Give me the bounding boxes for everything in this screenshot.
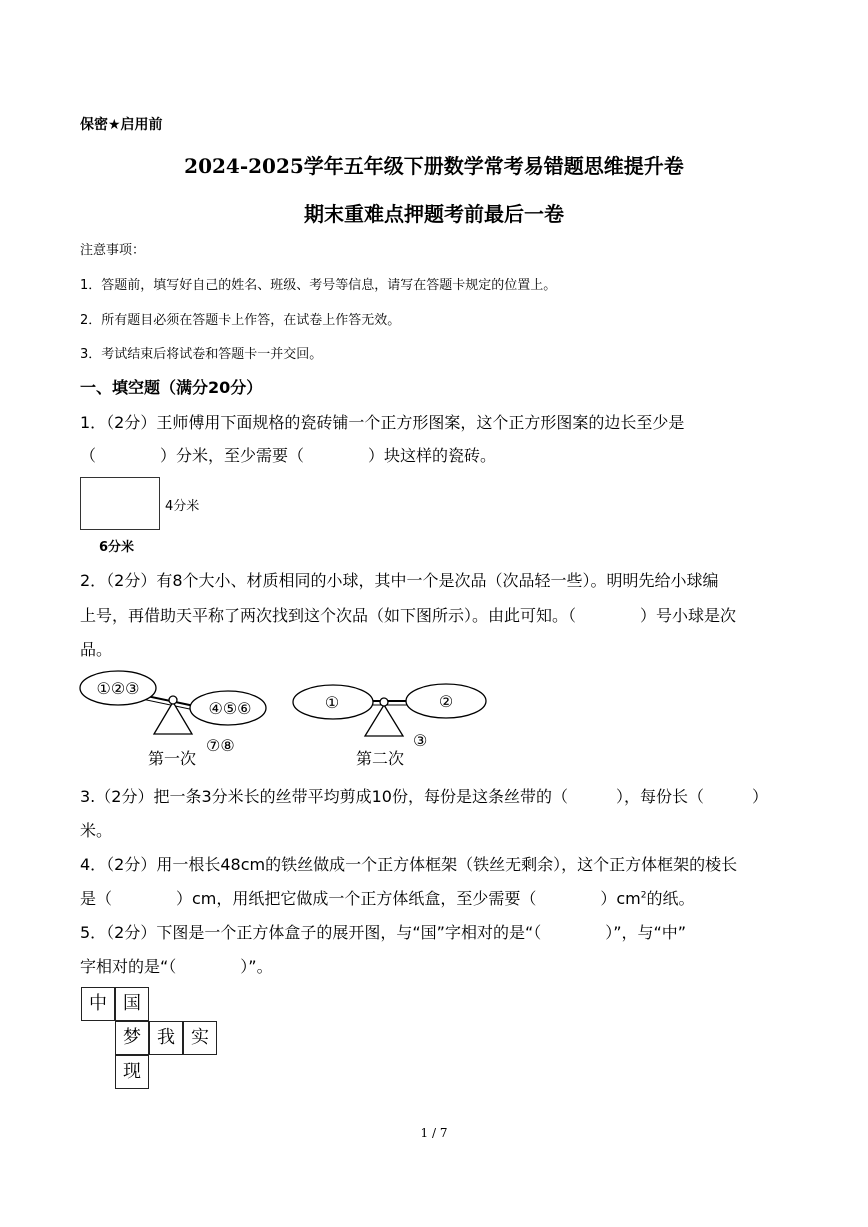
tile-rectangle bbox=[80, 477, 160, 530]
pan-right-label: ④⑤⑥ bbox=[208, 699, 252, 718]
net-cell-xian: 现 bbox=[115, 1055, 149, 1089]
question-5-text: 5．（2分）下图是一个正方体盒子的展开图，与“国”字相对的是“（ ）”，与“中” bbox=[80, 923, 687, 942]
balance-second bbox=[293, 684, 486, 768]
tile-height-label: 4分米 bbox=[165, 499, 200, 514]
net-cell-zhong: 中 bbox=[81, 987, 115, 1021]
confidential-label: 保密★启用前 bbox=[80, 117, 163, 133]
balance-diagram bbox=[78, 668, 498, 768]
question-4-text-part: 是（ ）cm，用纸把它做成一个正方体纸盒，至少需要（ ）cm bbox=[80, 889, 641, 908]
question-3-text: 3.（2分）把一条3分米长的丝带平均剪成10份，每份是这条丝带的（ ），每份长（ ） bbox=[80, 787, 768, 806]
remaining-balls: ⑦⑧ bbox=[206, 736, 235, 755]
net-cell-wo: 我 bbox=[149, 1021, 183, 1055]
exam-subtitle: 期末重难点押题考前最后一卷 bbox=[304, 202, 564, 226]
notice-heading: 注意事项： bbox=[80, 243, 146, 258]
question-2-text: 2．（2分）有8个大小、材质相同的小球，其中一个是次品（次品轻一些）。明明先给小球编 bbox=[80, 571, 719, 590]
question-1-text: 1．（2分）王师傅用下面规格的瓷砖铺一个正方形图案，这个正方形图案的边长至少是 bbox=[80, 413, 685, 432]
square-superscript: 2 bbox=[640, 890, 647, 901]
remaining-balls: ③ bbox=[413, 731, 428, 750]
notice-item: 2．所有题目必须在答题卡上作答，在试卷上作答无效。 bbox=[80, 313, 401, 328]
exam-title: 2024-2025学年五年级下册数学常考易错题思维提升卷 bbox=[184, 154, 684, 178]
question-4-text bbox=[80, 886, 695, 909]
weighing-caption: 第二次 bbox=[356, 749, 405, 768]
notice-item: 1．答题前，填写好自己的姓名、班级、考号等信息，请写在答题卡规定的位置上。 bbox=[80, 278, 557, 293]
net-cell-meng: 梦 bbox=[115, 1021, 149, 1055]
question-2-text: 品。 bbox=[80, 640, 113, 659]
balance-first bbox=[80, 671, 266, 768]
weighing-caption: 第一次 bbox=[148, 749, 197, 768]
tile-width-label: 6分米 bbox=[99, 540, 135, 555]
fulcrum bbox=[154, 702, 192, 734]
section-heading: 一、填空题（满分20分） bbox=[80, 378, 263, 397]
pan-right-label: ② bbox=[438, 692, 454, 711]
pan-left-label: ①②③ bbox=[96, 679, 140, 698]
question-5-text: 字相对的是“（ ）”。 bbox=[80, 957, 273, 976]
net-cell-shi: 实 bbox=[183, 1021, 217, 1055]
question-4-text-part: 的纸。 bbox=[646, 889, 695, 908]
question-4-text: 4．（2分）用一根长48cm的铁丝做成一个正方体框架（铁丝无剩余），这个正方体框架的棱长 bbox=[80, 855, 738, 874]
net-cell-guo: 国 bbox=[115, 987, 149, 1021]
question-1-text: （ ）分米，至少需要（ ）块这样的瓷砖。 bbox=[80, 446, 497, 465]
question-3-text: 米。 bbox=[80, 821, 113, 840]
page-number: 1 / 7 bbox=[420, 1126, 448, 1140]
notice-item: 3．考试结束后将试卷和答题卡一并交回。 bbox=[80, 347, 323, 362]
question-2-text: 上号，再借助天平称了两次找到这个次品（如下图所示）。由此可知。（ ）号小球是次 bbox=[80, 606, 737, 625]
fulcrum bbox=[365, 705, 403, 736]
pan-left-label: ① bbox=[324, 693, 340, 712]
